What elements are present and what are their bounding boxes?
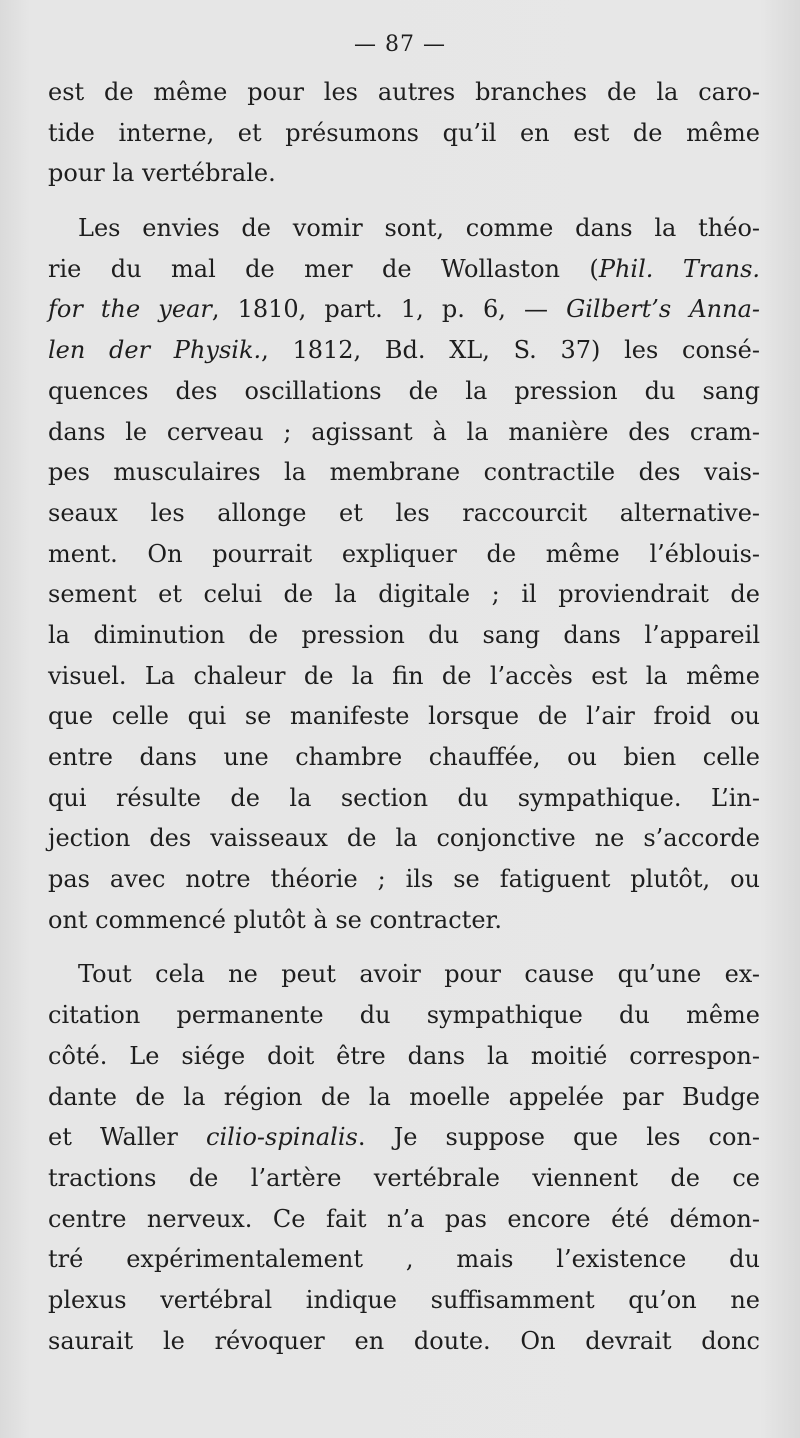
text-line [48,995,760,1036]
text-line [48,615,760,656]
text-line [48,208,760,249]
italic-text: len der Physik. [48,336,262,365]
text-run: pas avec notre théorie ; ils se fatiguent plutôt, ou [48,865,760,894]
italic-text: cilio-spinalis [206,1123,358,1152]
text-line [48,954,760,995]
page-number: — 87 — [354,32,446,57]
text-run: est de même pour les autres branches de la caro- [48,78,760,106]
text-line [48,818,760,859]
text-line [48,289,760,330]
text-line [48,1280,760,1321]
text-line [48,113,760,154]
text-run: visuel. La chaleur de la fin de l’accès est la même [48,661,760,690]
paragraph-gap [48,194,760,208]
text-line [48,1321,760,1362]
text-line [48,452,760,493]
text-run: Tout cela ne peut avoir pour cause qu’une ex- [78,960,760,989]
text-run: citation permanente du sympathique du même [48,1001,760,1030]
text-run: seaux les allonge et les raccourcit alternative- [48,498,760,527]
body-text [48,72,760,1361]
text-run: pes musculaires la membrane contractile des vais- [48,458,760,487]
text-run: dante de la région de la moelle appelée par Budge [48,1082,760,1111]
text-line [48,778,760,819]
italic-text: Phil. Trans. [598,254,761,283]
text-run: centre nerveux. Ce fait n’a pas encore été démon- [48,1204,760,1233]
text-run: dans le cerveau ; agissant à la manière des cram- [48,417,760,446]
text-line [48,1199,760,1240]
text-run: tré expérimentalement , mais l’existence du [48,1245,760,1274]
paragraph [48,72,760,194]
text-line [48,72,760,113]
text-run: , 1810, part. 1, p. 6, — [211,295,567,324]
text-run: . Je suppose que les con- [357,1123,760,1152]
text-run: quences des oscillations de la pression du sang [48,376,760,405]
text-line [48,249,760,290]
text-run: la diminution de pression du sang dans l’appareil [48,620,760,649]
paragraph [48,208,760,940]
text-run: et Waller [48,1123,206,1152]
text-line [48,737,760,778]
text-run: sement et celui de la digitale ; il proviendrait de [48,580,760,609]
text-run: entre dans une chambre chauffée, ou bien celle [48,743,760,771]
text-line [48,493,760,534]
text-run: , 1812, Bd. XL, S. 37) les consé- [261,336,760,365]
text-run: rie du mal de mer de Wollaston ( [48,254,599,283]
text-line [48,859,760,900]
text-line [48,656,760,697]
text-run: jection des vaisseaux de la conjonctive ne s’accorde [48,824,760,853]
text-run: Les envies de vomir sont, comme dans la théo- [78,214,760,243]
text-run: ont commencé plutôt à se contracter. [48,905,502,934]
text-line [48,371,760,412]
paragraph [48,954,760,1361]
text-line [48,574,760,615]
text-line [48,534,760,575]
italic-text: Gilbert’s Anna- [566,295,760,324]
text-line [48,1239,760,1280]
text-run: saurait le révoquer en doute. On devrait donc [48,1326,760,1355]
text-run: côté. Le siége doit être dans la moitié correspon- [48,1041,760,1070]
italic-text: for the year [48,295,212,324]
paragraph-gap [48,940,760,954]
text-run: plexus vertébral indique suffisamment qu’on ne [48,1285,760,1314]
text-line [48,1077,760,1118]
text-run: tractions de l’artère vertébrale viennent de ce [48,1163,760,1192]
text-line [48,330,760,371]
text-line [48,1036,760,1077]
text-run: tide interne, et présumons qu’il en est de même [48,118,760,147]
text-run: pour la vertébrale. [48,159,276,188]
text-line [48,412,760,453]
text-run: que celle qui se manifeste lorsque de l’air froid ou [48,702,760,731]
text-run: ment. On pourrait expliquer de même l’éblouis- [48,539,760,568]
text-line [48,1117,760,1158]
text-line [48,1158,760,1199]
text-line [48,696,760,737]
text-run: qui résulte de la section du sympathique. L’in- [48,783,760,812]
text-line [48,900,760,941]
text-line [48,153,760,194]
